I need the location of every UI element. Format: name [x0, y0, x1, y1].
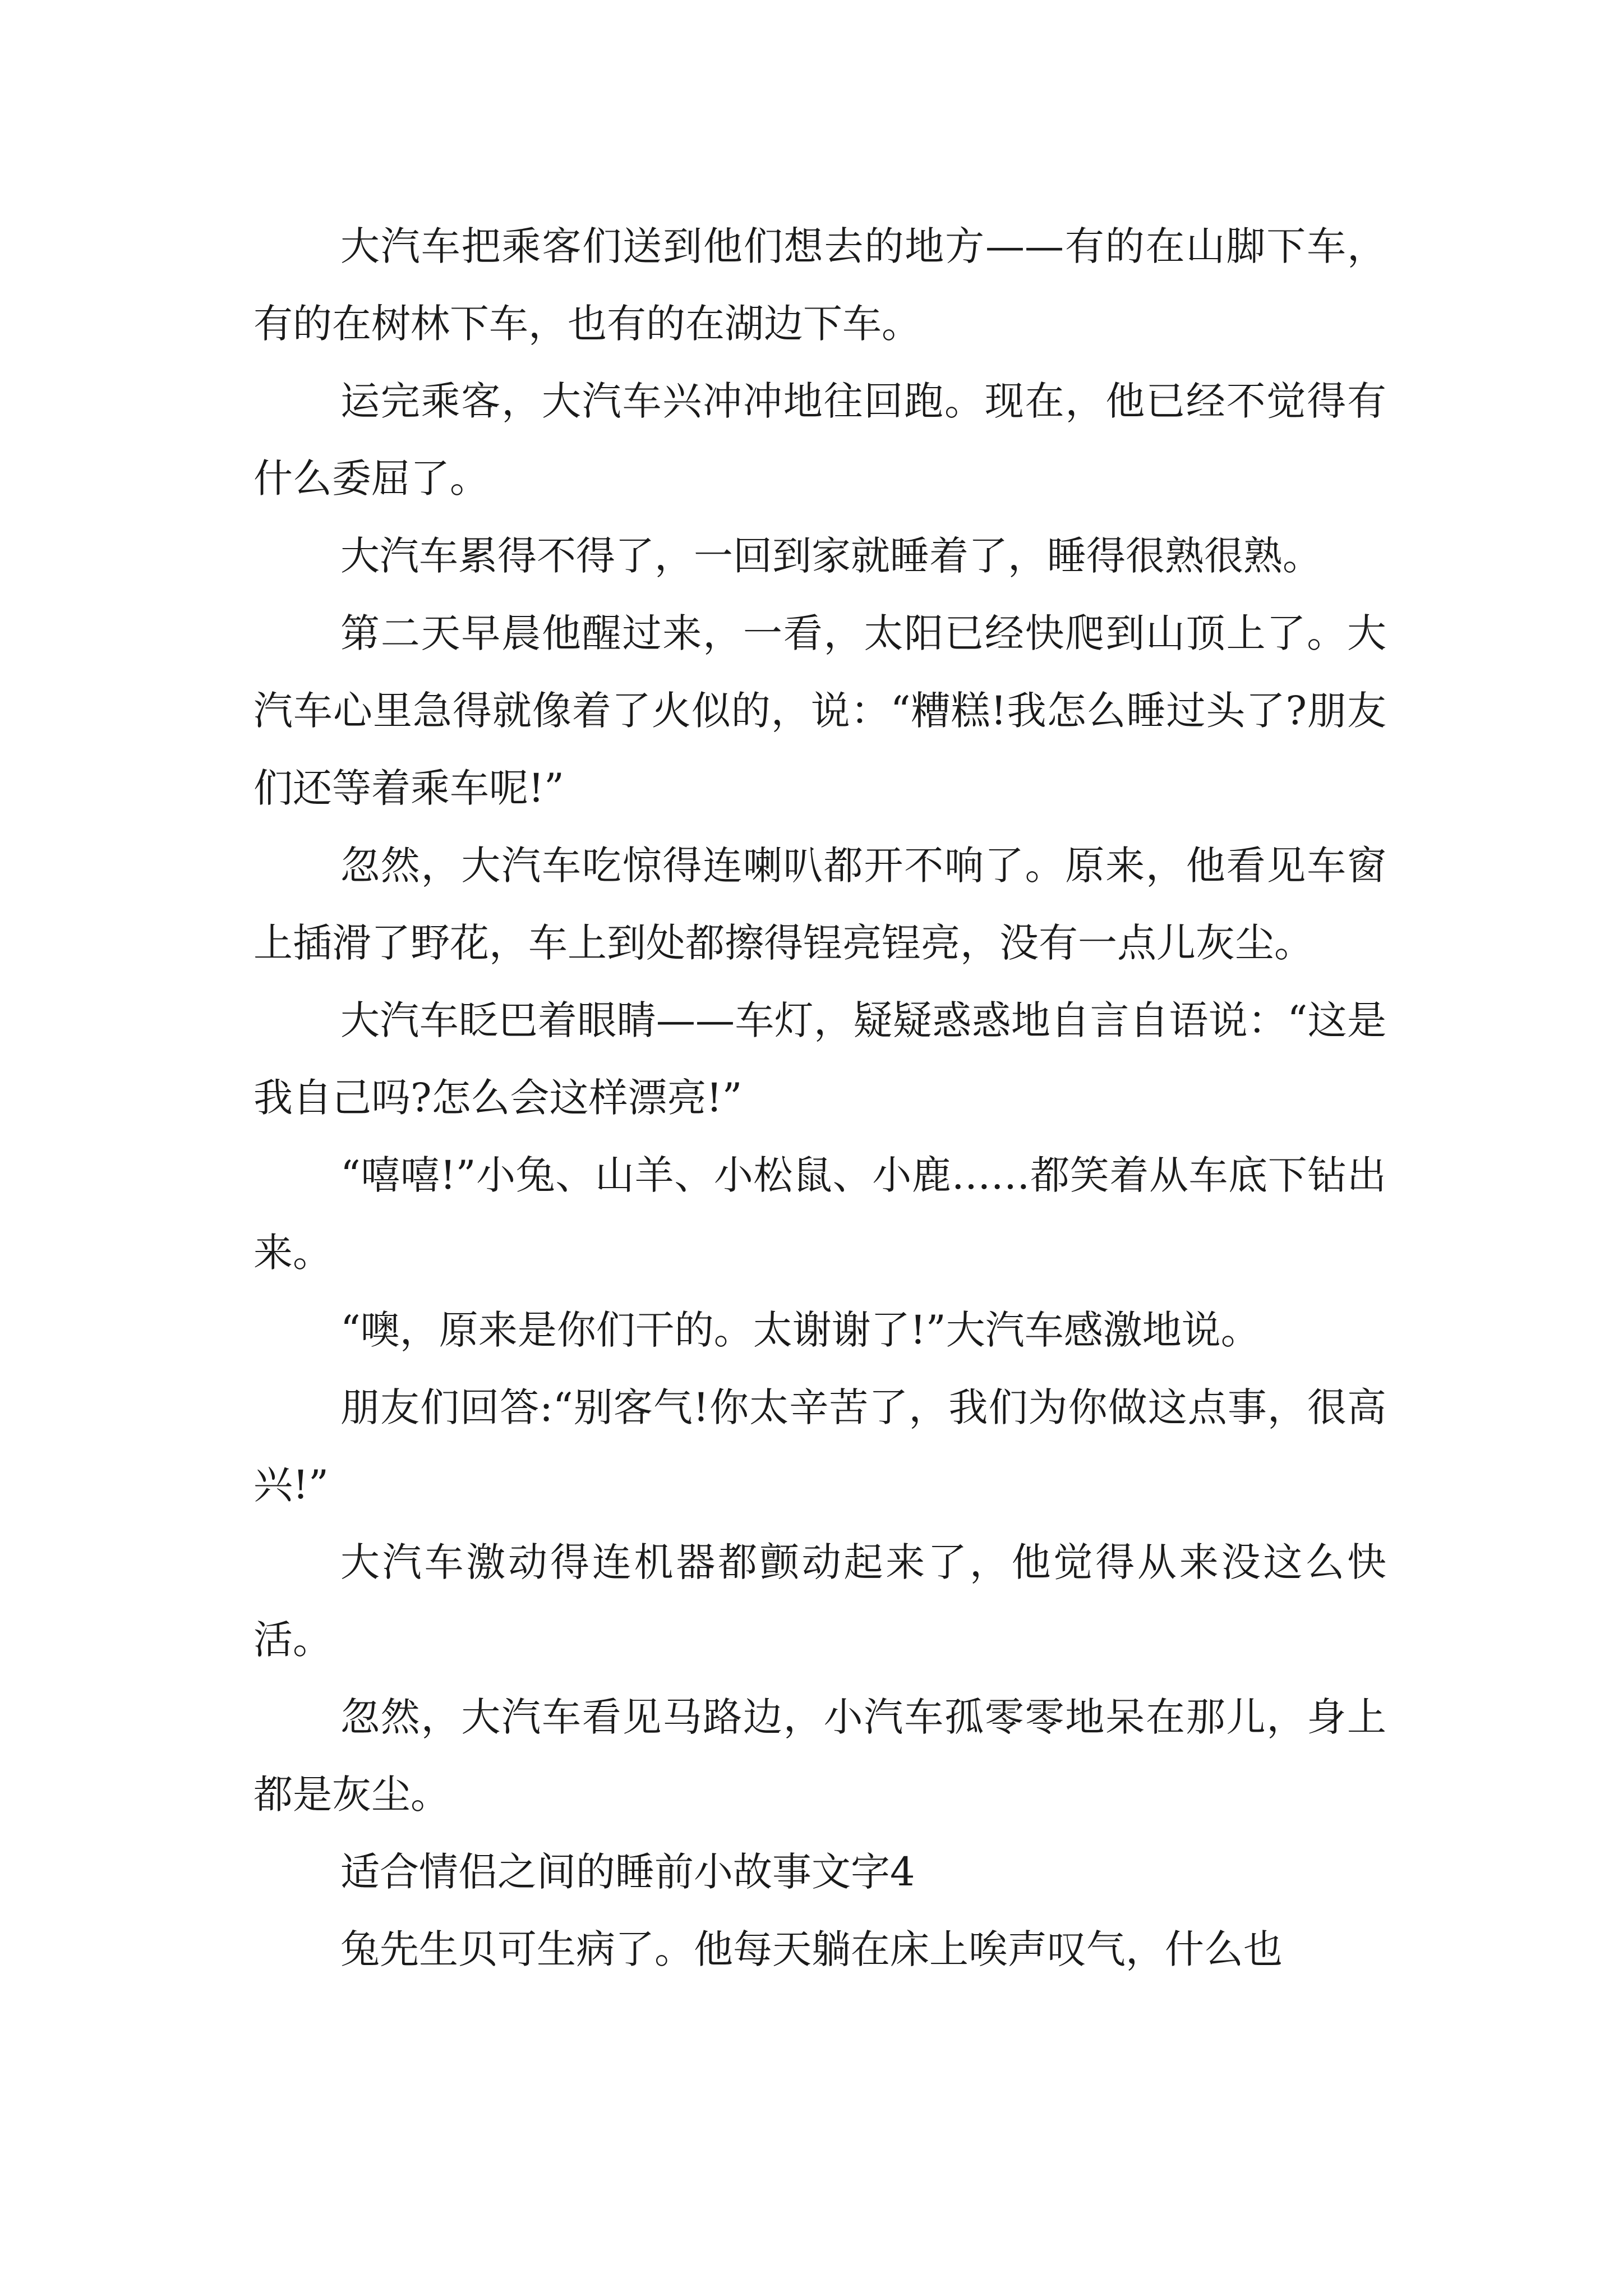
- paragraph-3: 大汽车累得不得了，一回到家就睡着了，睡得很熟很熟。: [340, 533, 1322, 579]
- paragraph-12: 兔先生贝可生病了。他每天躺在床上唉声叹气，什么也: [340, 1926, 1283, 1972]
- paragraph-11: 忽然，大汽车看见马路边，小汽车孤零零地呆在那儿，身上都是灰尘。: [253, 1694, 1386, 1818]
- paragraph-4: 第二天早晨他醒过来，一看，太阳已经快爬到山顶上了。大汽车心里急得就像着了火似的，说：“糟糕!我怎么睡过头了?朋友们还等着乘车呢!”: [253, 610, 1386, 811]
- paragraph-7: “嘻嘻!”小兔、山羊、小松鼠、小鹿……都笑着从车底下钻出来。: [253, 1152, 1386, 1276]
- paragraph-8: “噢，原来是你们干的。太谢谢了!”大汽车感激地说。: [340, 1307, 1260, 1353]
- paragraph-10: 大汽车激动得连机器都颤动起来了，他觉得从来没这么快活。: [253, 1539, 1386, 1663]
- paragraph-5: 忽然，大汽车吃惊得连喇叭都开不响了。原来，他看见车窗上插滑了野花，车上到处都擦得锃亮锃亮，没有一点儿灰尘。: [253, 843, 1386, 966]
- section-heading: 适合情侣之间的睡前小故事文字4: [340, 1849, 915, 1895]
- paragraph-2: 运完乘客，大汽车兴冲冲地往回跑。现在，他已经不觉得有什么委屈了。: [253, 378, 1386, 501]
- paragraph-1: 大汽车把乘客们送到他们想去的地方——有的在山脚下车，有的在树林下车，也有的在湖边下车。: [253, 223, 1386, 347]
- document-body: [253, 208, 1386, 1988]
- paragraph-6: 大汽车眨巴着眼睛——车灯，疑疑惑惑地自言自语说：“这是我自己吗?怎么会这样漂亮!”: [253, 997, 1386, 1121]
- paragraph-9: 朋友们回答:“别客气!你太辛苦了，我们为你做这点事，很高兴!”: [253, 1384, 1386, 1508]
